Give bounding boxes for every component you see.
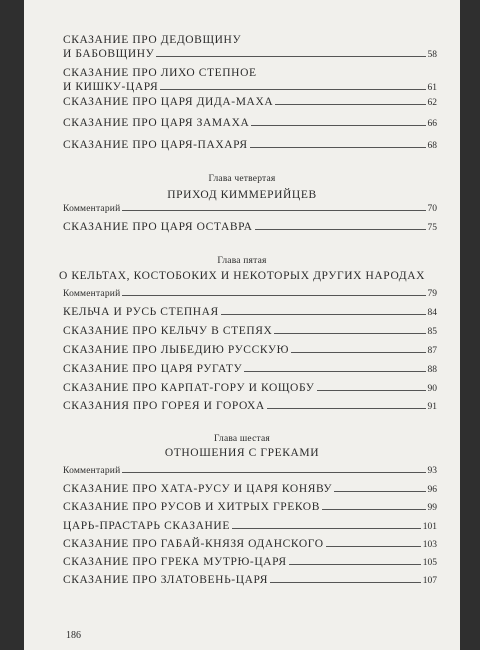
leader-line bbox=[289, 564, 421, 565]
leader-line bbox=[250, 147, 426, 148]
leader-line bbox=[232, 528, 421, 529]
toc-page-number: 91 bbox=[427, 402, 437, 412]
toc-entry-line bbox=[63, 362, 437, 377]
chapter-label: Глава пятая bbox=[217, 256, 267, 266]
leader-line bbox=[274, 333, 425, 334]
toc-page-number: 68 bbox=[427, 141, 437, 151]
toc-entry-title: СКАЗАНИЕ ПРО ГРЕКА МУТРЮ-ЦАРЯ bbox=[63, 556, 287, 568]
leader-line bbox=[326, 546, 421, 547]
toc-entry bbox=[63, 381, 437, 396]
toc-entry-title: И КИШКУ-ЦАРЯ bbox=[63, 81, 159, 93]
chapter-label: Глава четвертая bbox=[208, 174, 276, 184]
toc-entry bbox=[63, 116, 437, 131]
toc-entry-title: СКАЗАНИЕ ПРО РУСОВ И ХИТРЫХ ГРЕКОВ bbox=[63, 501, 320, 513]
book-page bbox=[24, 0, 460, 650]
leader-line bbox=[160, 89, 425, 90]
toc-page-number: 101 bbox=[422, 522, 437, 532]
toc-entry-line bbox=[63, 116, 437, 131]
toc-entry-line bbox=[63, 287, 437, 301]
toc-comment-entry bbox=[63, 202, 437, 216]
toc-page-number: 87 bbox=[427, 346, 437, 356]
toc-entry-title: СКАЗАНИЕ ПРО КЕЛЬЧУ В СТЕПЯХ bbox=[63, 325, 273, 337]
toc-page-number: 85 bbox=[427, 327, 437, 337]
toc-entry-line bbox=[63, 202, 437, 216]
toc-entry-line bbox=[63, 381, 437, 396]
toc-page-number: 61 bbox=[427, 83, 437, 93]
toc-entry-line bbox=[63, 47, 437, 62]
toc-entry bbox=[63, 555, 437, 570]
toc-entry-title: ЦАРЬ-ПРАСТАРЬ СКАЗАНИЕ bbox=[63, 520, 230, 532]
toc-entry bbox=[63, 95, 437, 110]
toc-entry-title-line: СКАЗАНИЕ ПРО ДЕДОВЩИНУ bbox=[63, 34, 242, 46]
toc-entry bbox=[63, 500, 437, 515]
toc-entry-line bbox=[63, 343, 437, 358]
page-number: 186 bbox=[66, 630, 81, 641]
toc-entry-line bbox=[63, 324, 437, 339]
toc-entry-line bbox=[63, 95, 437, 110]
chapter-title: О КЕЛЬТАХ, КОСТОБОКИХ И НЕКОТОРЫХ ДРУГИХ НАРОДАХ bbox=[58, 270, 426, 282]
table-of-contents bbox=[24, 0, 460, 650]
toc-entry bbox=[63, 33, 437, 62]
toc-entry bbox=[63, 324, 437, 339]
toc-entry-title: СКАЗАНИЕ ПРО ЦАРЯ ЗАМАХА bbox=[63, 117, 250, 129]
leader-line bbox=[251, 125, 425, 126]
leader-line bbox=[244, 371, 425, 372]
toc-entry bbox=[63, 573, 437, 588]
toc-entry-line bbox=[63, 555, 437, 570]
chapter-label: Глава шестая bbox=[214, 434, 270, 444]
toc-page-number: 75 bbox=[427, 223, 437, 233]
chapter-title: ПРИХОД КИММЕРИЙЦЕВ bbox=[167, 189, 317, 201]
toc-entry bbox=[63, 399, 437, 414]
toc-page-number: 58 bbox=[427, 50, 437, 60]
toc-entry-title: СКАЗАНИЕ ПРО ЦАРЯ ДИДА-МАХА bbox=[63, 96, 274, 108]
toc-entry-title: И БАБОВЩИНУ bbox=[63, 48, 155, 60]
toc-comment-entry bbox=[63, 287, 437, 301]
toc-entry bbox=[63, 362, 437, 377]
leader-line bbox=[267, 408, 426, 409]
toc-entry-line bbox=[63, 482, 437, 497]
toc-entry-title: Комментарий bbox=[63, 289, 121, 299]
toc-entry-title: Комментарий bbox=[63, 466, 121, 476]
leader-line bbox=[122, 295, 425, 296]
toc-entry-line bbox=[63, 464, 437, 478]
toc-page-number: 105 bbox=[422, 558, 437, 568]
toc-entry-line bbox=[63, 138, 437, 153]
toc-entry-line bbox=[63, 537, 437, 552]
toc-entry-line bbox=[63, 80, 437, 95]
toc-entry bbox=[63, 519, 437, 534]
toc-entry-line bbox=[63, 500, 437, 515]
toc-comment-entry bbox=[63, 464, 437, 478]
leader-line bbox=[317, 390, 426, 391]
toc-entry-line bbox=[63, 519, 437, 534]
toc-entry bbox=[63, 66, 437, 95]
toc-page-number: 107 bbox=[422, 576, 437, 586]
toc-entry-title: СКАЗАНИЕ ПРО ЛЫБЕДИЮ РУССКУЮ bbox=[63, 344, 290, 356]
toc-entry-title: СКАЗАНИЕ ПРО ЗЛАТОВЕНЬ-ЦАРЯ bbox=[63, 574, 269, 586]
leader-line bbox=[221, 314, 426, 315]
toc-entry bbox=[63, 138, 437, 153]
leader-line bbox=[322, 509, 426, 510]
toc-entry-title-line: СКАЗАНИЕ ПРО ЛИХО СТЕПНОЕ bbox=[63, 67, 257, 79]
chapter-title: ОТНОШЕНИЯ С ГРЕКАМИ bbox=[164, 447, 320, 459]
toc-entry-line bbox=[63, 573, 437, 588]
toc-entry bbox=[63, 305, 437, 320]
toc-page-number: 90 bbox=[427, 384, 437, 394]
toc-page-number: 103 bbox=[422, 540, 437, 550]
leader-line bbox=[334, 491, 425, 492]
toc-entry-line bbox=[63, 399, 437, 414]
leader-line bbox=[270, 582, 421, 583]
leader-line bbox=[122, 210, 425, 211]
toc-entry bbox=[63, 343, 437, 358]
toc-entry-title: СКАЗАНИЯ ПРО ГОРЕЯ И ГОРОХА bbox=[63, 400, 265, 412]
toc-page-number: 84 bbox=[427, 308, 437, 318]
toc-page-number: 79 bbox=[427, 289, 437, 299]
toc-entry-title: СКАЗАНИЕ ПРО ЦАРЯ ОСТАВРА bbox=[63, 221, 253, 233]
toc-entry bbox=[63, 482, 437, 497]
leader-line bbox=[156, 56, 425, 57]
leader-line bbox=[291, 352, 425, 353]
toc-page-number: 62 bbox=[427, 98, 437, 108]
leader-line bbox=[255, 229, 426, 230]
toc-page-number: 99 bbox=[427, 503, 437, 513]
toc-entry-title: СКАЗАНИЕ ПРО ЦАРЯ-ПАХАРЯ bbox=[63, 139, 248, 151]
toc-entry-line bbox=[63, 220, 437, 235]
toc-page-number: 66 bbox=[427, 119, 437, 129]
leader-line bbox=[275, 104, 425, 105]
toc-page-number: 88 bbox=[427, 365, 437, 375]
toc-entry-line bbox=[63, 305, 437, 320]
toc-entry-title: СКАЗАНИЕ ПРО КАРПАТ-ГОРУ И КОЩОБУ bbox=[63, 382, 315, 394]
toc-page-number: 96 bbox=[427, 485, 437, 495]
toc-entry bbox=[63, 537, 437, 552]
toc-entry bbox=[63, 220, 437, 235]
toc-page-number: 70 bbox=[427, 204, 437, 214]
toc-page-number: 93 bbox=[427, 466, 437, 476]
leader-line bbox=[122, 472, 425, 473]
toc-entry-title: КЕЛЬЧА И РУСЬ СТЕПНАЯ bbox=[63, 306, 219, 318]
toc-entry-title: Комментарий bbox=[63, 204, 121, 214]
toc-entry-title: СКАЗАНИЕ ПРО ГАБАЙ-КНЯЗЯ ОДАНСКОГО bbox=[63, 538, 324, 550]
toc-entry-title: СКАЗАНИЕ ПРО ЦАРЯ РУГАТУ bbox=[63, 363, 243, 375]
toc-entry-title: СКАЗАНИЕ ПРО ХАТА-РУСУ И ЦАРЯ КОНЯВУ bbox=[63, 483, 333, 495]
